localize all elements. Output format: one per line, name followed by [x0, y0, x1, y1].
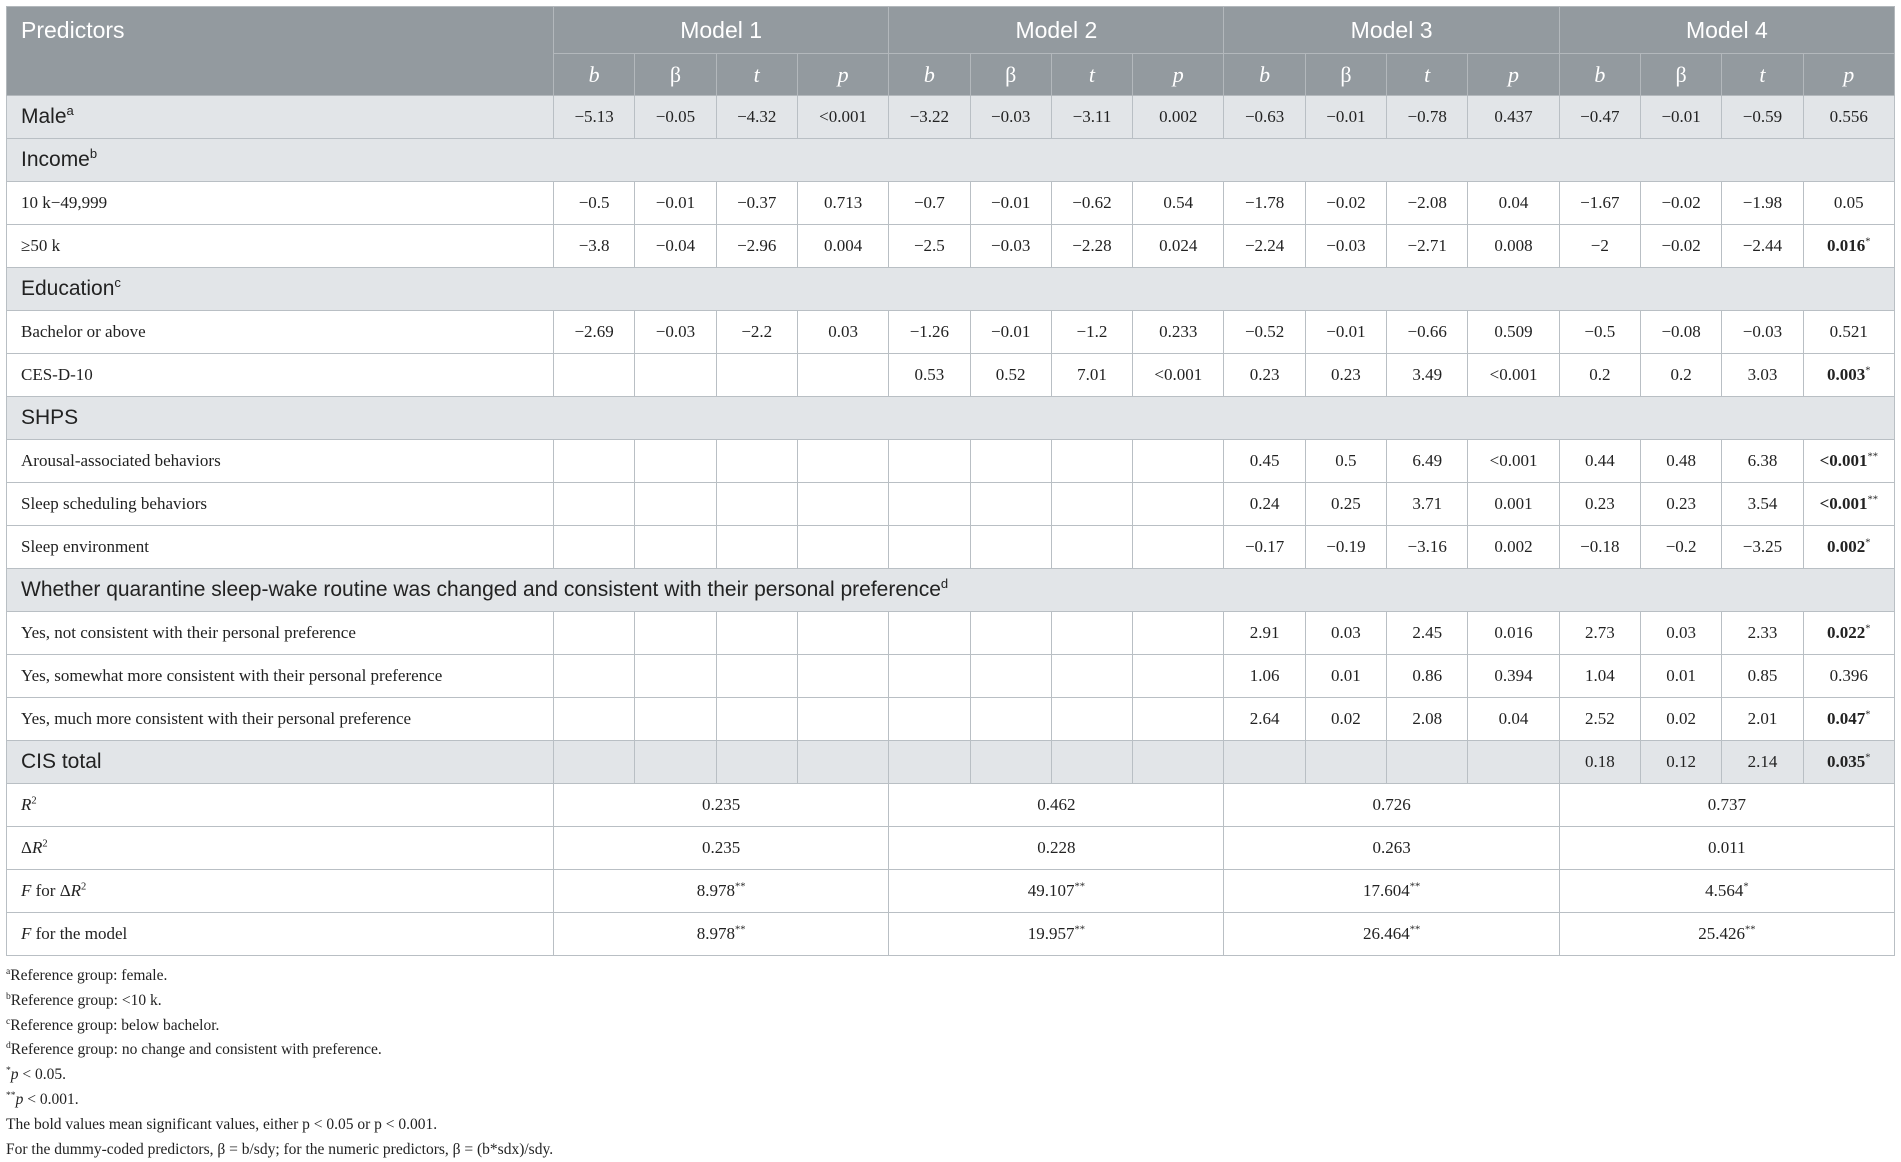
table-cell: [716, 526, 797, 569]
table-cell: 0.008: [1468, 225, 1559, 268]
table-cell: [970, 526, 1051, 569]
table-cell: 0.035*: [1803, 741, 1894, 784]
table-cell: 2.08: [1387, 698, 1468, 741]
table-cell: [797, 526, 888, 569]
table-cell: −0.01: [1641, 96, 1722, 139]
table-cell: −2.69: [554, 311, 635, 354]
table-cell: −0.03: [970, 96, 1051, 139]
table-cell: [716, 741, 797, 784]
table-row: [7, 354, 1895, 397]
footnote: $^d$Reference group: no change and consistent with preference.: [6, 1040, 382, 1059]
table-cell: −0.02: [1641, 182, 1722, 225]
table-cell: 1.04: [1559, 655, 1640, 698]
table-cell: −0.03: [970, 225, 1051, 268]
table-cell: −0.2: [1641, 526, 1722, 569]
table-cell: −3.22: [889, 96, 970, 139]
predictor-label: CES-D-10: [7, 354, 554, 397]
predictors-header: Predictors: [7, 7, 554, 96]
table-cell: −2: [1559, 225, 1640, 268]
table-cell: −4.32: [716, 96, 797, 139]
model-4-t-header: t: [1722, 54, 1803, 96]
table-cell: −2.08: [1387, 182, 1468, 225]
table-cell: 0.05: [1803, 182, 1894, 225]
stat-value: 0.263: [1224, 827, 1559, 870]
model-stat-row: [7, 913, 1895, 956]
table-cell: 0.48: [1641, 440, 1722, 483]
table-cell: 0.44: [1559, 440, 1640, 483]
predictor-label: Arousal-associated behaviors: [7, 440, 554, 483]
table-cell: −0.78: [1387, 96, 1468, 139]
section-row: [7, 139, 1895, 182]
table-cell: −2.28: [1051, 225, 1132, 268]
table-cell: [1133, 655, 1224, 698]
table-cell: <0.001**: [1803, 440, 1894, 483]
table-cell: 0.001: [1468, 483, 1559, 526]
table-cell: [797, 698, 888, 741]
model-4-b-header: b: [1559, 54, 1640, 96]
section-row: [7, 569, 1895, 612]
stat-value: 8.978**: [554, 870, 889, 913]
table-cell: [1051, 655, 1132, 698]
stat-value: 17.604**: [1224, 870, 1559, 913]
table-cell: 0.509: [1468, 311, 1559, 354]
stat-value: 26.464**: [1224, 913, 1559, 956]
model-3-p-header: p: [1468, 54, 1559, 96]
table-cell: [716, 612, 797, 655]
predictor-label: Yes, somewhat more consistent with their personal preference: [7, 655, 554, 698]
table-cell: −0.66: [1387, 311, 1468, 354]
section-label: Education$^c$: [7, 268, 1895, 311]
table-cell: [554, 483, 635, 526]
table-cell: −3.25: [1722, 526, 1803, 569]
model-2-b-header: b: [889, 54, 970, 96]
table-cell: [635, 698, 716, 741]
table-cell: 2.52: [1559, 698, 1640, 741]
table-row: [7, 612, 1895, 655]
table-cell: 0.01: [1641, 655, 1722, 698]
section-label: Whether quarantine sleep-wake routine was changed and consistent with their personal preference$^d$: [7, 569, 1895, 612]
table-cell: −0.01: [635, 182, 716, 225]
table-cell: −3.11: [1051, 96, 1132, 139]
table-cell: [1468, 741, 1559, 784]
footnote: **p < 0.001.: [6, 1089, 79, 1108]
table-cell: 0.437: [1468, 96, 1559, 139]
model-1-p-header: p: [797, 54, 888, 96]
table-cell: 2.73: [1559, 612, 1640, 655]
table-cell: −0.62: [1051, 182, 1132, 225]
table-cell: −0.47: [1559, 96, 1640, 139]
table-cell: −0.59: [1722, 96, 1803, 139]
table-cell: 0.85: [1722, 655, 1803, 698]
table-cell: <0.001: [797, 96, 888, 139]
table-cell: −0.18: [1559, 526, 1640, 569]
table-cell: −1.78: [1224, 182, 1305, 225]
table-cell: 3.03: [1722, 354, 1803, 397]
table-cell: [716, 655, 797, 698]
stat-value: 0.235: [554, 784, 889, 827]
predictor-label: ≥50 k: [7, 225, 554, 268]
table-cell: [554, 526, 635, 569]
table-cell: [970, 440, 1051, 483]
table-cell: [554, 698, 635, 741]
stat-label: $\Delta R^2$: [7, 827, 554, 870]
model-1-b-header: b: [554, 54, 635, 96]
table-cell: [635, 655, 716, 698]
table-cell: −0.37: [716, 182, 797, 225]
table-cell: [797, 483, 888, 526]
table-cell: [716, 483, 797, 526]
table-cell: [797, 440, 888, 483]
table-cell: 0.23: [1641, 483, 1722, 526]
table-cell: 0.23: [1559, 483, 1640, 526]
table-cell: 1.06: [1224, 655, 1305, 698]
table-cell: 0.016*: [1803, 225, 1894, 268]
table-cell: [889, 741, 970, 784]
model-1-beta-header: β: [635, 54, 716, 96]
table-cell: 0.03: [1305, 612, 1386, 655]
table-cell: [554, 354, 635, 397]
table-cell: 0.18: [1559, 741, 1640, 784]
table-cell: [554, 612, 635, 655]
table-cell: 0.54: [1133, 182, 1224, 225]
table-cell: 3.71: [1387, 483, 1468, 526]
stat-value: 0.235: [554, 827, 889, 870]
regression-table: [6, 6, 1895, 956]
table-cell: 0.002*: [1803, 526, 1894, 569]
table-cell: 0.04: [1468, 182, 1559, 225]
table-cell: [554, 440, 635, 483]
table-row: [7, 225, 1895, 268]
table-cell: −0.7: [889, 182, 970, 225]
table-cell: −2.71: [1387, 225, 1468, 268]
table-cell: −0.02: [1641, 225, 1722, 268]
stat-label: F for the model: [7, 913, 554, 956]
table-cell: [716, 354, 797, 397]
table-cell: <0.001: [1468, 354, 1559, 397]
predictor-label: Yes, much more consistent with their personal preference: [7, 698, 554, 741]
table-cell: 2.45: [1387, 612, 1468, 655]
table-cell: 0.396: [1803, 655, 1894, 698]
table-cell: 0.024: [1133, 225, 1224, 268]
model-4-header: Model 4: [1559, 7, 1894, 54]
section-label: Income$^b$: [7, 139, 1895, 182]
predictor-label: Sleep environment: [7, 526, 554, 569]
model-4-beta-header: β: [1641, 54, 1722, 96]
model-stat-row: [7, 870, 1895, 913]
table-cell: 2.91: [1224, 612, 1305, 655]
table-cell: −1.2: [1051, 311, 1132, 354]
table-cell: −2.96: [716, 225, 797, 268]
table-cell: −0.5: [554, 182, 635, 225]
table-cell: [1133, 526, 1224, 569]
table-cell: −0.01: [1305, 311, 1386, 354]
table-cell: −0.03: [1305, 225, 1386, 268]
table-cell: −2.2: [716, 311, 797, 354]
table-cell: [1051, 612, 1132, 655]
table-cell: −1.26: [889, 311, 970, 354]
table-cell: [716, 698, 797, 741]
stat-value: 0.737: [1559, 784, 1894, 827]
footnote: *p < 0.05.: [6, 1065, 67, 1084]
table-cell: 2.64: [1224, 698, 1305, 741]
regression-table-container: [6, 6, 1895, 1162]
table-row: [7, 526, 1895, 569]
table-cell: [970, 483, 1051, 526]
table-cell: −0.19: [1305, 526, 1386, 569]
table-cell: 3.49: [1387, 354, 1468, 397]
table-row: [7, 96, 1895, 139]
section-row: [7, 268, 1895, 311]
model-3-header: Model 3: [1224, 7, 1559, 54]
table-cell: [716, 440, 797, 483]
table-cell: −1.98: [1722, 182, 1803, 225]
table-cell: −0.17: [1224, 526, 1305, 569]
table-cell: 0.24: [1224, 483, 1305, 526]
table-row: [7, 741, 1895, 784]
table-cell: [635, 440, 716, 483]
stat-label: F for $\Delta R^2$: [7, 870, 554, 913]
footnote: For the dummy-coded predictors, β = b/sdy; for the numeric predictors, β = (b*sdx)/sdy.: [6, 1140, 554, 1158]
table-cell: 7.01: [1051, 354, 1132, 397]
table-cell: −0.63: [1224, 96, 1305, 139]
table-cell: 0.016: [1468, 612, 1559, 655]
table-row: [7, 311, 1895, 354]
model-1-header: Model 1: [554, 7, 889, 54]
table-cell: 6.49: [1387, 440, 1468, 483]
table-cell: [635, 483, 716, 526]
model-1-t-header: t: [716, 54, 797, 96]
table-cell: [1051, 483, 1132, 526]
table-cell: 0.003*: [1803, 354, 1894, 397]
table-cell: [1387, 741, 1468, 784]
model-stat-row: [7, 784, 1895, 827]
table-cell: [1051, 741, 1132, 784]
table-cell: 0.03: [1641, 612, 1722, 655]
table-cell: [889, 526, 970, 569]
table-cell: <0.001**: [1803, 483, 1894, 526]
model-2-header: Model 2: [889, 7, 1224, 54]
table-cell: [1051, 526, 1132, 569]
table-cell: 0.23: [1305, 354, 1386, 397]
table-cell: 0.03: [797, 311, 888, 354]
model-stat-row: [7, 827, 1895, 870]
table-cell: −0.04: [635, 225, 716, 268]
table-cell: [1133, 483, 1224, 526]
stat-value: 0.228: [889, 827, 1224, 870]
table-cell: −3.16: [1387, 526, 1468, 569]
table-row: [7, 698, 1895, 741]
model-3-t-header: t: [1387, 54, 1468, 96]
table-cell: 0.5: [1305, 440, 1386, 483]
table-cell: −2.24: [1224, 225, 1305, 268]
table-cell: [889, 483, 970, 526]
table-cell: 6.38: [1722, 440, 1803, 483]
table-cell: 2.14: [1722, 741, 1803, 784]
table-cell: 0.004: [797, 225, 888, 268]
footnote: $^b$Reference group: <10 k.: [6, 990, 162, 1009]
table-cell: 0.23: [1224, 354, 1305, 397]
predictor-label: 10 k−49,999: [7, 182, 554, 225]
table-cell: 0.713: [797, 182, 888, 225]
table-cell: 0.556: [1803, 96, 1894, 139]
table-row: [7, 655, 1895, 698]
table-cell: 0.45: [1224, 440, 1305, 483]
table-cell: 0.521: [1803, 311, 1894, 354]
table-cell: [889, 612, 970, 655]
stat-value: 49.107**: [889, 870, 1224, 913]
table-cell: [889, 440, 970, 483]
table-cell: [889, 655, 970, 698]
footnote: $^c$Reference group: below bachelor.: [6, 1015, 220, 1034]
stat-value: 25.426**: [1559, 913, 1894, 956]
table-cell: −1.67: [1559, 182, 1640, 225]
table-cell: −0.01: [1305, 96, 1386, 139]
predictor-label: CIS total: [7, 741, 554, 784]
table-cell: 2.33: [1722, 612, 1803, 655]
table-cell: −0.03: [635, 311, 716, 354]
section-row: [7, 397, 1895, 440]
footnote: The bold values mean significant values, either p < 0.05 or p < 0.001.: [6, 1115, 438, 1133]
table-cell: −0.01: [970, 311, 1051, 354]
table-row: [7, 440, 1895, 483]
table-row: [7, 182, 1895, 225]
table-cell: −3.8: [554, 225, 635, 268]
predictor-label: Yes, not consistent with their personal preference: [7, 612, 554, 655]
table-cell: 0.394: [1468, 655, 1559, 698]
table-cell: −0.52: [1224, 311, 1305, 354]
table-cell: 0.2: [1559, 354, 1640, 397]
table-cell: −0.02: [1305, 182, 1386, 225]
table-cell: [635, 354, 716, 397]
model-2-t-header: t: [1051, 54, 1132, 96]
table-cell: 0.002: [1133, 96, 1224, 139]
table-cell: [554, 741, 635, 784]
table-cell: 2.01: [1722, 698, 1803, 741]
table-cell: 0.25: [1305, 483, 1386, 526]
table-cell: 0.52: [970, 354, 1051, 397]
predictor-label: Male$^a$: [7, 96, 554, 139]
table-cell: <0.001: [1468, 440, 1559, 483]
model-4-p-header: p: [1803, 54, 1894, 96]
table-cell: −2.44: [1722, 225, 1803, 268]
table-cell: [797, 655, 888, 698]
table-cell: 0.01: [1305, 655, 1386, 698]
table-cell: [1051, 440, 1132, 483]
table-cell: [797, 741, 888, 784]
footnote: $^a$Reference group: female.: [6, 965, 168, 984]
model-3-b-header: b: [1224, 54, 1305, 96]
stat-value: 8.978**: [554, 913, 889, 956]
table-cell: [635, 741, 716, 784]
table-cell: 0.233: [1133, 311, 1224, 354]
table-cell: −5.13: [554, 96, 635, 139]
stat-value: 4.564*: [1559, 870, 1894, 913]
table-cell: [1133, 698, 1224, 741]
table-cell: 0.022*: [1803, 612, 1894, 655]
table-cell: 0.86: [1387, 655, 1468, 698]
table-cell: [970, 655, 1051, 698]
stat-value: 0.462: [889, 784, 1224, 827]
table-cell: −0.08: [1641, 311, 1722, 354]
table-cell: [797, 354, 888, 397]
table-cell: [1133, 612, 1224, 655]
table-cell: [970, 698, 1051, 741]
model-2-beta-header: β: [970, 54, 1051, 96]
table-cell: −0.03: [1722, 311, 1803, 354]
table-cell: −0.05: [635, 96, 716, 139]
table-cell: [1224, 741, 1305, 784]
table-cell: [635, 526, 716, 569]
table-cell: −2.5: [889, 225, 970, 268]
table-cell: [1133, 440, 1224, 483]
stat-value: 19.957**: [889, 913, 1224, 956]
table-cell: [1051, 698, 1132, 741]
table-cell: [554, 655, 635, 698]
stat-label: $R^2$: [7, 784, 554, 827]
table-cell: 0.02: [1305, 698, 1386, 741]
predictor-label: Bachelor or above: [7, 311, 554, 354]
table-cell: 0.12: [1641, 741, 1722, 784]
section-label: SHPS: [7, 397, 1895, 440]
table-cell: [1133, 741, 1224, 784]
table-cell: [635, 612, 716, 655]
table-cell: −0.01: [970, 182, 1051, 225]
table-cell: [970, 612, 1051, 655]
stat-value: 0.011: [1559, 827, 1894, 870]
table-row: [7, 483, 1895, 526]
table-cell: [1305, 741, 1386, 784]
table-cell: [797, 612, 888, 655]
table-cell: [889, 698, 970, 741]
table-cell: [970, 741, 1051, 784]
table-cell: 0.002: [1468, 526, 1559, 569]
table-cell: 0.047*: [1803, 698, 1894, 741]
table-cell: 0.53: [889, 354, 970, 397]
table-footnotes: [6, 964, 1895, 1162]
table-cell: −0.5: [1559, 311, 1640, 354]
model-2-p-header: p: [1133, 54, 1224, 96]
table-cell: 3.54: [1722, 483, 1803, 526]
table-cell: 0.04: [1468, 698, 1559, 741]
table-cell: <0.001: [1133, 354, 1224, 397]
table-cell: 0.2: [1641, 354, 1722, 397]
stat-value: 0.726: [1224, 784, 1559, 827]
predictor-label: Sleep scheduling behaviors: [7, 483, 554, 526]
model-3-beta-header: β: [1305, 54, 1386, 96]
table-cell: 0.02: [1641, 698, 1722, 741]
